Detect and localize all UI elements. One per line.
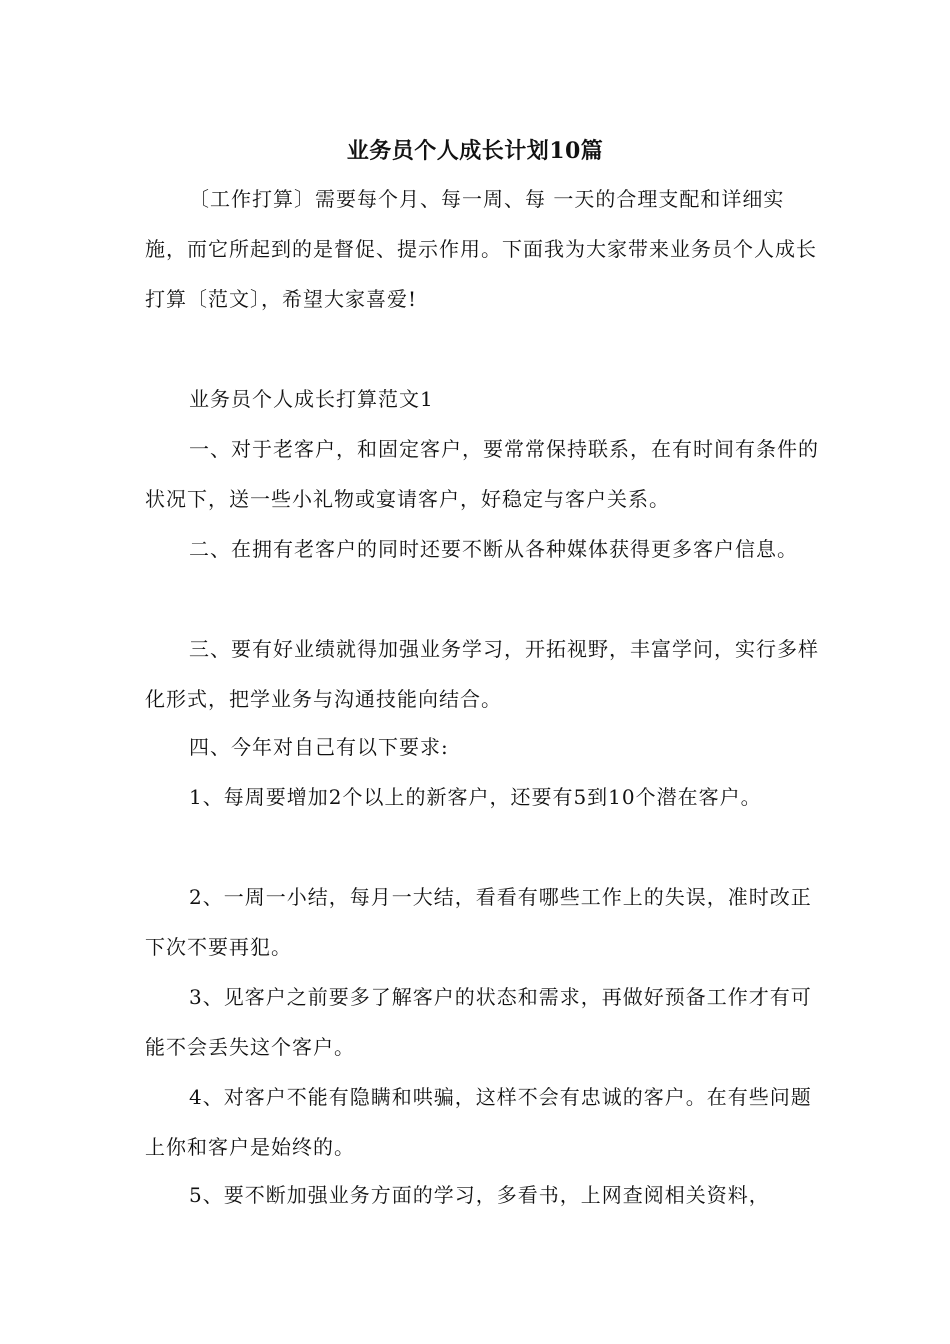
item-paragraph-5: 1、每周要增加2个以上的新客户，还要有5到10个潜在客户。 <box>189 785 762 809</box>
intro-paragraph: 〔工作打算〕需要每个月、每一周、每 一天的合理支配和详细实施，而它所起到的是督促、提示作用。下面我为大家带来业务员个人成长打算〔范文〕，希望大家喜爱! <box>145 187 817 311</box>
item-paragraph-4: 四、今年对自己有以下要求: <box>189 735 449 759</box>
item-paragraph-2: 二、在拥有老客户的同时还要不断从各种媒体获得更多客户信息。 <box>189 537 798 561</box>
item-paragraph-3: 三、要有好业绩就得加强业务学习，开拓视野，丰富学问，实行多样化形式，把学业务与沟通技能向结合。 <box>145 637 819 711</box>
item-paragraph-8: 4、对客户不能有隐瞒和哄骗，这样不会有忠诚的客户。在有些问题上你和客户是始终的。 <box>145 1085 812 1159</box>
item-paragraph-9: 5、要不断加强业务方面的学习，多看书，上网查阅相关资料， <box>189 1183 770 1207</box>
document-title: 业务员个人成长计划10篇 <box>346 138 604 164</box>
section-heading: 业务员个人成长打算范文1 <box>189 387 434 411</box>
item-paragraph-7: 3、见客户之前要多了解客户的状态和需求，再做好预备工作才有可能不会丢失这个客户。 <box>145 985 812 1059</box>
item-paragraph-6: 2、一周一小结，每月一大结，看看有哪些工作上的失误，准时改正下次不要再犯。 <box>145 885 812 959</box>
item-paragraph-1: 一、对于老客户，和固定客户，要常常保持联系，在有时间有条件的状况下，送一些小礼物或宴请客户，好稳定与客户关系。 <box>145 437 819 511</box>
